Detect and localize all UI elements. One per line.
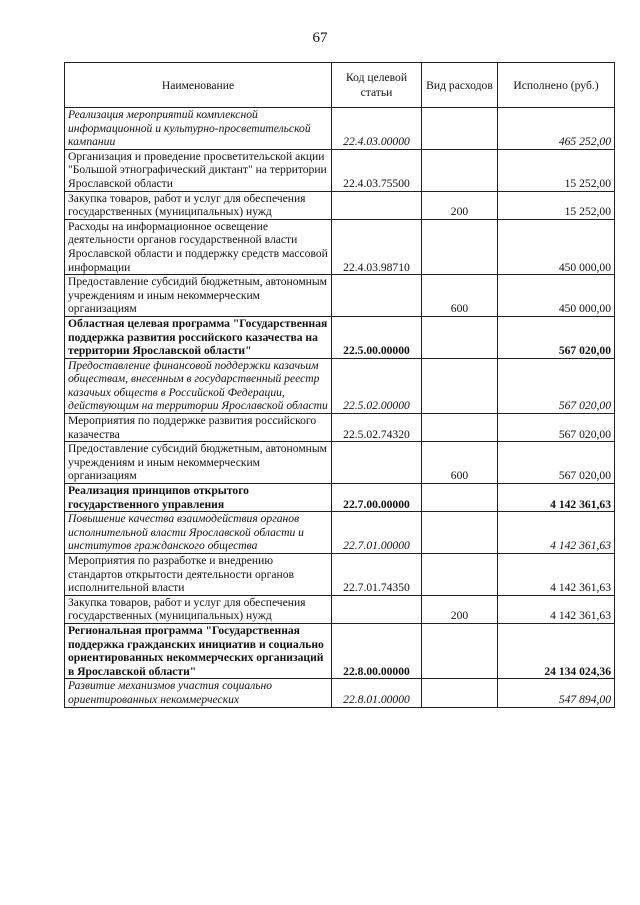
cell-code xyxy=(332,275,422,317)
header-amount: Исполнено (руб.) xyxy=(498,63,615,108)
cell-type xyxy=(422,149,498,191)
cell-type xyxy=(422,414,498,442)
cell-type xyxy=(422,679,498,707)
cell-code: 22.5.02.74320 xyxy=(332,414,422,442)
header-type: Вид расходов xyxy=(422,63,498,108)
cell-type xyxy=(422,219,498,274)
cell-name: Повышение качества взаимодействия органов исполнительной власти Ярославской области и институтов гражданского общества xyxy=(65,512,332,554)
cell-name: Реализация мероприятий комплексной информационной и культурно-просветительской кампании xyxy=(65,108,332,150)
cell-code: 22.8.01.00000 xyxy=(332,679,422,707)
cell-amount: 450 000,00 xyxy=(498,275,615,317)
table-row xyxy=(65,219,615,274)
table-row xyxy=(65,595,615,623)
cell-code: 22.5.02.00000 xyxy=(332,358,422,413)
cell-type xyxy=(422,554,498,596)
cell-code: 22.7.01.00000 xyxy=(332,512,422,554)
cell-name: Закупка товаров, работ и услуг для обеспечения государственных (муниципальных) нужд xyxy=(65,191,332,219)
cell-amount: 4 142 361,63 xyxy=(498,484,615,512)
cell-name: Организация и проведение просветительской акции "Большой этнографический диктант" на территории Ярославской области xyxy=(65,149,332,191)
cell-code: 22.4.03.00000 xyxy=(332,108,422,150)
cell-type: 600 xyxy=(422,442,498,484)
cell-code: 22.7.00.00000 xyxy=(332,484,422,512)
table-row xyxy=(65,623,615,678)
table-row xyxy=(65,512,615,554)
table-row xyxy=(65,358,615,413)
cell-amount: 24 134 024,36 xyxy=(498,623,615,678)
cell-amount: 567 020,00 xyxy=(498,442,615,484)
table-row xyxy=(65,275,615,317)
cell-type: 200 xyxy=(422,595,498,623)
cell-amount: 4 142 361,63 xyxy=(498,595,615,623)
cell-type: 200 xyxy=(422,191,498,219)
cell-name: Развитие механизмов участия социально ориентированных некоммерческих xyxy=(65,679,332,707)
table-row xyxy=(65,191,615,219)
cell-code xyxy=(332,191,422,219)
cell-amount: 4 142 361,63 xyxy=(498,554,615,596)
cell-name: Реализация принципов открытого государственного управления xyxy=(65,484,332,512)
cell-type xyxy=(422,484,498,512)
cell-code: 22.8.00.00000 xyxy=(332,623,422,678)
cell-type xyxy=(422,358,498,413)
cell-name: Предоставление финансовой поддержки казачьим обществам, внесенным в государственный реестр казачьих обществ в Российской Федерации, действующим на территории Ярославской области xyxy=(65,358,332,413)
cell-code: 22.4.03.98710 xyxy=(332,219,422,274)
cell-amount: 15 252,00 xyxy=(498,149,615,191)
cell-name: Закупка товаров, работ и услуг для обеспечения государственных (муниципальных) нужд xyxy=(65,595,332,623)
cell-name: Расходы на информационное освещение деятельности органов государственной власти Ярославской области и поддержку средств массовой информации xyxy=(65,219,332,274)
budget-execution-table xyxy=(64,62,615,708)
cell-name: Предоставление субсидий бюджетным, автономным учреждениям и иным некоммерческим организациям xyxy=(65,442,332,484)
table-row xyxy=(65,149,615,191)
cell-amount: 465 252,00 xyxy=(498,108,615,150)
table-row xyxy=(65,484,615,512)
table-row xyxy=(65,554,615,596)
cell-amount: 4 142 361,63 xyxy=(498,512,615,554)
cell-name: Мероприятия по разработке и внедрению стандартов открытости деятельности органов исполнительной власти xyxy=(65,554,332,596)
cell-name: Предоставление субсидий бюджетным, автономным учреждениям и иным некоммерческим организациям xyxy=(65,275,332,317)
table-row xyxy=(65,316,615,358)
cell-amount: 450 000,00 xyxy=(498,219,615,274)
cell-code: 22.5.00.00000 xyxy=(332,316,422,358)
table-row xyxy=(65,108,615,150)
cell-code xyxy=(332,442,422,484)
table-row xyxy=(65,442,615,484)
header-code: Код целевой статьи xyxy=(332,63,422,108)
cell-name: Мероприятия по поддержке развития российского казачества xyxy=(65,414,332,442)
cell-amount: 15 252,00 xyxy=(498,191,615,219)
cell-code: 22.4.03.75500 xyxy=(332,149,422,191)
cell-code xyxy=(332,595,422,623)
table-header-row xyxy=(65,63,615,108)
cell-type xyxy=(422,316,498,358)
cell-type xyxy=(422,108,498,150)
cell-code: 22.7.01.74350 xyxy=(332,554,422,596)
cell-type xyxy=(422,512,498,554)
header-name: Наименование xyxy=(65,63,332,108)
cell-name: Региональная программа "Государственная поддержка гражданских инициатив и социально ориентированных некоммерческих организаций в Ярославской области" xyxy=(65,623,332,678)
cell-name: Областная целевая программа "Государственная поддержка развития российского казачества на территории Ярославской области" xyxy=(65,316,332,358)
cell-type: 600 xyxy=(422,275,498,317)
table-row xyxy=(65,679,615,707)
cell-amount: 547 894,00 xyxy=(498,679,615,707)
page-number: 67 xyxy=(312,30,328,46)
cell-type xyxy=(422,623,498,678)
table-row xyxy=(65,414,615,442)
cell-amount: 567 020,00 xyxy=(498,316,615,358)
table-body xyxy=(65,108,615,708)
cell-amount: 567 020,00 xyxy=(498,414,615,442)
cell-amount: 567 020,00 xyxy=(498,358,615,413)
